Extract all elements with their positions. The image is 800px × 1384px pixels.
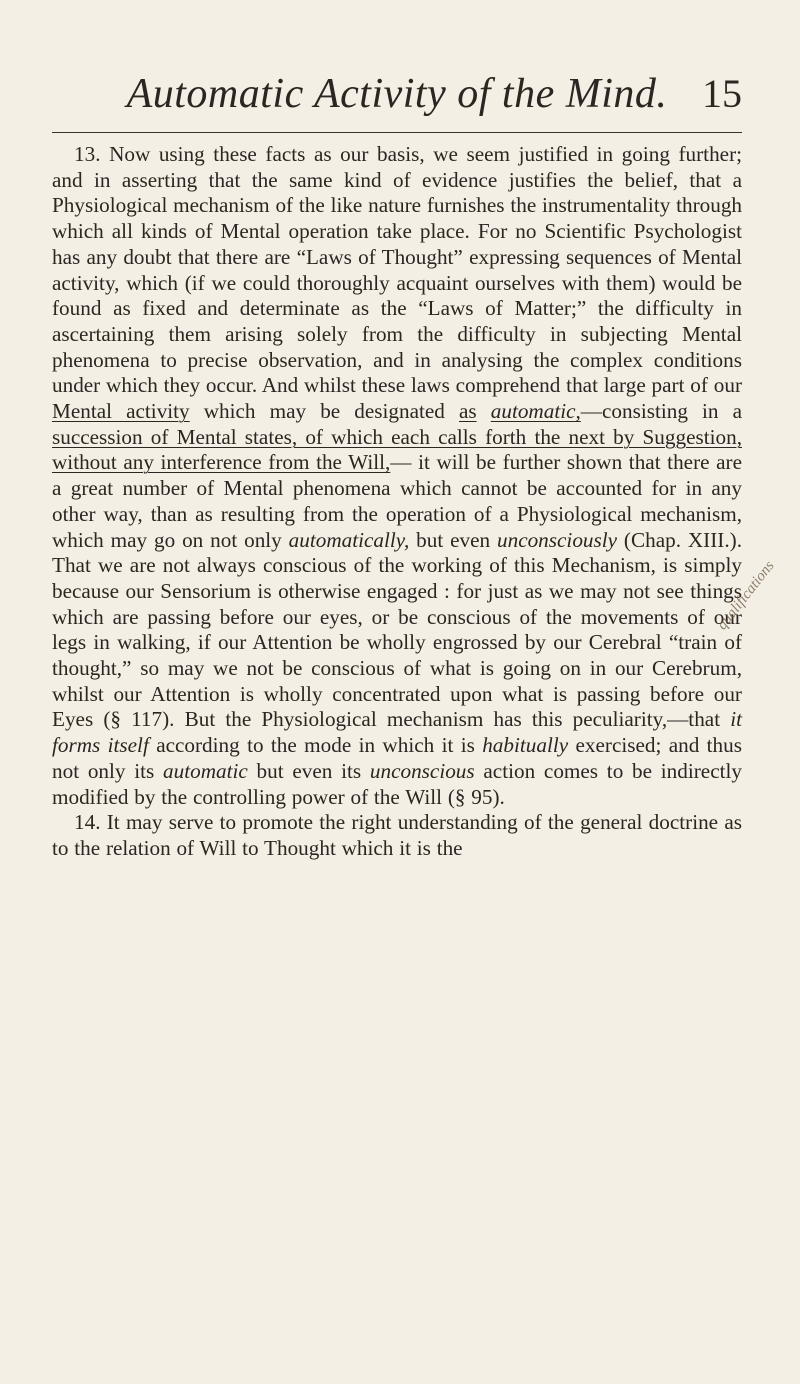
seg-7: succession of Mental states, of which each calls forth the next by Suggestion, without any interference from the Will, — [52, 424, 742, 475]
seg-4 — [477, 399, 491, 423]
seg-19: unconscious — [369, 758, 475, 783]
running-header — [52, 70, 742, 133]
paragraph-13 — [52, 142, 742, 810]
page-body — [52, 142, 742, 862]
seg-2: which may be designated — [189, 399, 459, 424]
seg-12: (Chap. XIII.). That we are not always conscious of the working of this Mechanism, is simply because our Sensorium is otherwise engaged : for just as we may not see things which are passing before our eyes, or be conscious of the movements of our legs in walking, if our Attention be wholly engrossed by our Cerebral “train of thought,” so may we not be conscious of what is going on in our Cerebrum, whilst our Attention is wholly concentrated upon what is passing before our Eyes (§ 117). But the Physiological mechanism has this peculiarity,—that — [52, 527, 742, 732]
seg-9: automatically, — [288, 527, 410, 552]
handwritten-margin-note: qualifications — [714, 558, 778, 633]
seg-15: habitually — [482, 733, 569, 758]
paragraph-number: 13. — [74, 142, 101, 166]
paragraph-14 — [52, 810, 742, 861]
seg-17: automatic — [163, 758, 248, 783]
seg-0: It may serve to promote the right understanding of the general doctrine as to the relation of Will to Thought which it is the — [52, 810, 743, 860]
seg-14: according to the mode in which it is — [148, 733, 483, 758]
paragraph-number: 14. — [74, 810, 101, 835]
seg-16: exercised; and thus not only its — [52, 733, 742, 783]
seg-5: automatic, — [490, 399, 581, 424]
seg-18: but even its — [247, 758, 370, 783]
seg-3: as — [459, 399, 477, 424]
page-title: Automatic Activity of the Mind. — [126, 71, 668, 117]
seg-13: it forms itself — [52, 707, 742, 758]
seg-11: unconsciously — [497, 527, 618, 552]
seg-20: action comes to be indirectly modified by the controlling power of the Will (§ 95). — [52, 758, 742, 809]
seg-6: —consisting in a — [580, 399, 742, 424]
seg-1: Mental activity — [52, 399, 190, 424]
seg-8: — it will be further shown that there are a great number of Mental phenomena which cannot be accounted for in any other way, than as resulting from the operation of a Physiological mechanism, which may go on not only — [52, 450, 742, 552]
seg-0: Now using these facts as our basis, we seem justified in going further; and in asserting that the same kind of evidence justifies the belief, that a Physiological mechanism of the like nature furnishes the instrumentality through which all kinds of Mental operation take place. For no Scientific Psychologist has any doubt that there are “Laws of Thought” expressing sequences of Mental activity, which (if we could thoroughly acquaint ourselves with them) would be found as fixed and determinate as the “Laws of Matter;” the difficulty in ascertaining them arising solely from the difficulty in subjecting Mental phenomena to precise observation, and in analysing the complex conditions under which they occur. And whilst these laws comprehend that large part of our — [52, 142, 743, 398]
seg-10: but even — [409, 527, 497, 552]
page-number: 15 — [702, 71, 742, 116]
